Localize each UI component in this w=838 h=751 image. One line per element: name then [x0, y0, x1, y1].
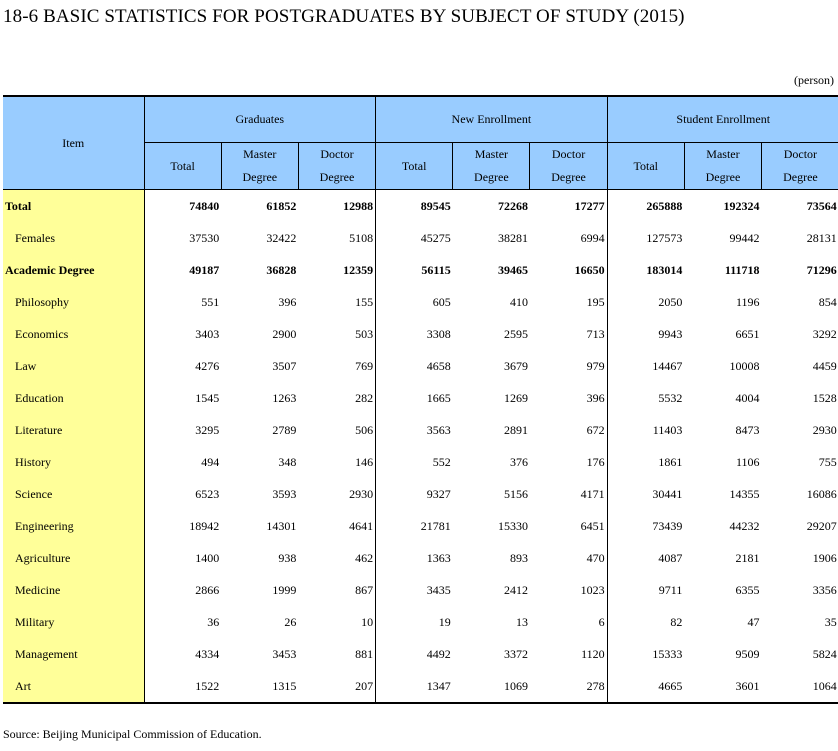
row-label: Literature [3, 414, 144, 446]
subheader-line: Master [243, 147, 277, 161]
table-cell: 61852 [266, 198, 297, 213]
group-header-student-enrollment: Student Enrollment [607, 96, 838, 143]
subheader-line: Master [474, 147, 509, 161]
table-cell: 56115 [421, 262, 451, 277]
table-cell: 1363 [426, 550, 451, 565]
table-cell: 73564 [806, 198, 837, 213]
subheader-doctor-degree [530, 143, 607, 190]
table-cell: 9509 [735, 646, 760, 661]
table-cell: 2930 [298, 478, 375, 510]
group-header-new-enrollment: New Enrollment [376, 96, 608, 143]
row-label: Law [3, 350, 144, 382]
table-cell: 2930 [812, 422, 837, 437]
table-cell: 3372 [503, 646, 528, 661]
table-cell: 13 [515, 614, 528, 629]
table-cell: 1263 [272, 390, 297, 405]
row-label: Management [3, 638, 144, 670]
subheader-line: Doctor [320, 147, 354, 161]
table-cell: 1069 [453, 670, 530, 703]
table-cell: 3593 [272, 486, 297, 501]
table-cell: 192324 [723, 198, 760, 213]
table-body [3, 190, 838, 704]
table-cell: 1999 [272, 582, 297, 597]
table-cell: 3435 [426, 582, 451, 597]
table-cell: 89545 [420, 198, 451, 213]
row-label: Engineering [3, 510, 144, 542]
table-cell: 2181 [735, 550, 760, 565]
table-row [3, 350, 838, 382]
table-cell: 881 [298, 638, 375, 670]
table-cell: 6355 [735, 582, 760, 597]
table-header [3, 96, 838, 190]
table-cell: 35 [824, 614, 837, 629]
table-cell: 1064 [762, 670, 838, 703]
table-cell: 4004 [735, 390, 760, 405]
table-cell: 16086 [806, 486, 837, 501]
table-cell: 4334 [195, 646, 220, 661]
table-cell: 4087 [658, 550, 683, 565]
table-cell: 10 [298, 606, 375, 638]
table-cell: 867 [298, 574, 375, 606]
table-cell: 71296 [806, 262, 837, 277]
table-cell: 1315 [221, 670, 298, 703]
row-label: Art [3, 670, 144, 703]
subheader-total [376, 143, 453, 190]
table-cell: 29207 [806, 518, 837, 533]
subheader-line: Total [633, 158, 659, 173]
table-cell: 4459 [812, 358, 837, 373]
subheader-line: Doctor [783, 147, 818, 161]
table-cell: 769 [298, 350, 375, 382]
table-cell: 2891 [503, 422, 528, 437]
table-cell: 1400 [195, 550, 220, 565]
row-label: Education [3, 382, 144, 414]
statistics-table [3, 95, 838, 704]
row-label: Philosophy [3, 286, 144, 318]
subheader-total [607, 143, 684, 190]
table-cell: 195 [530, 286, 607, 318]
table-cell: 26 [284, 614, 297, 629]
table-cell: 72268 [497, 198, 528, 213]
table-cell: 12359 [298, 254, 375, 286]
subheader-line: Total [401, 158, 427, 173]
table-cell: 755 [818, 454, 837, 469]
table-cell: 207 [298, 670, 375, 703]
column-header-item: Item [3, 96, 144, 190]
table-cell: 6 [530, 606, 607, 638]
table-cell: 12988 [298, 190, 375, 223]
table-cell: 38281 [497, 230, 528, 245]
row-label: Agriculture [3, 542, 144, 574]
table-cell: 605 [432, 294, 451, 309]
table-cell: 36 [207, 614, 220, 629]
row-label: Economics [3, 318, 144, 350]
table-cell: 376 [509, 454, 528, 469]
table-cell: 4276 [195, 358, 220, 373]
table-cell: 16650 [530, 254, 607, 286]
row-label: Total [3, 190, 144, 223]
table-cell: 74840 [189, 198, 220, 213]
table-cell: 18942 [189, 518, 220, 533]
table-cell: 6994 [530, 222, 607, 254]
table-cell: 506 [298, 414, 375, 446]
table-cell: 155 [298, 286, 375, 318]
table-row [3, 510, 838, 542]
table-cell: 854 [818, 294, 837, 309]
table-cell: 470 [530, 542, 607, 574]
table-cell: 45275 [420, 230, 451, 245]
table-cell: 111718 [724, 262, 760, 277]
table-cell: 10008 [729, 358, 760, 373]
row-label: Females [3, 222, 144, 254]
table-cell: 4171 [530, 478, 607, 510]
table-cell: 2789 [272, 422, 297, 437]
row-label: Science [3, 478, 144, 510]
table-cell: 11403 [652, 422, 683, 437]
table-cell: 3403 [195, 326, 220, 341]
table-cell: 19 [438, 614, 451, 629]
table-cell: 146 [298, 446, 375, 478]
table-cell: 44232 [729, 518, 760, 533]
table-cell: 176 [530, 446, 607, 478]
table-cell: 4492 [426, 646, 451, 661]
table-cell: 14467 [652, 358, 683, 373]
table-cell: 14355 [729, 486, 760, 501]
table-cell: 8473 [735, 422, 760, 437]
subheader-line: Master [706, 147, 740, 161]
table-cell: 3356 [812, 582, 837, 597]
table-cell: 1522 [144, 670, 221, 703]
table-cell: 713 [530, 318, 607, 350]
table-cell: 552 [432, 454, 451, 469]
table-row [3, 478, 838, 510]
subheader-line: Degree [319, 170, 355, 184]
statistics-table-container [3, 95, 835, 704]
table-cell: 4665 [607, 670, 684, 703]
table-row [3, 254, 838, 286]
table-cell: 37530 [189, 230, 220, 245]
table-cell: 21781 [420, 518, 451, 533]
table-cell: 1665 [426, 390, 451, 405]
table-cell: 282 [298, 382, 375, 414]
table-cell: 1106 [735, 454, 760, 469]
table-row [3, 670, 838, 703]
table-cell: 1269 [503, 390, 528, 405]
table-row [3, 446, 838, 478]
table-cell: 2050 [658, 294, 683, 309]
subheader-master-degree [453, 143, 530, 190]
table-row [3, 222, 838, 254]
table-cell: 6651 [735, 326, 760, 341]
table-cell: 36828 [266, 262, 297, 277]
page-title: 18-6 BASIC STATISTICS FOR POSTGRADUATES BY SUBJECT OF STUDY (2015) [3, 6, 685, 27]
table-cell: 47 [747, 614, 760, 629]
table-cell: 396 [530, 382, 607, 414]
table-row [3, 542, 838, 574]
table-cell: 3679 [503, 358, 528, 373]
table-cell: 1120 [530, 638, 607, 670]
table-cell: 503 [298, 318, 375, 350]
table-cell: 2866 [195, 582, 220, 597]
table-row [3, 574, 838, 606]
table-cell: 4641 [298, 510, 375, 542]
table-cell: 15333 [652, 646, 683, 661]
table-cell: 6451 [530, 510, 607, 542]
table-cell: 1196 [735, 294, 760, 309]
table-cell: 5824 [812, 646, 837, 661]
table-cell: 348 [278, 454, 297, 469]
table-cell: 5156 [503, 486, 528, 501]
table-cell: 9711 [658, 582, 683, 597]
table-cell: 672 [530, 414, 607, 446]
table-cell: 1861 [658, 454, 683, 469]
row-label: Medicine [3, 574, 144, 606]
group-header-graduates: Graduates [144, 96, 376, 143]
subheader-line: Total [170, 158, 195, 173]
table-cell: 3507 [272, 358, 297, 373]
subheader-line: Doctor [551, 147, 586, 161]
table-cell: 6523 [195, 486, 220, 501]
table-cell: 2412 [503, 582, 528, 597]
table-cell: 410 [509, 294, 528, 309]
table-cell: 1906 [812, 550, 837, 565]
table-cell: 4658 [426, 358, 451, 373]
table-cell: 30441 [652, 486, 683, 501]
table-cell: 15330 [497, 518, 528, 533]
table-cell: 9327 [426, 486, 451, 501]
table-row [3, 414, 838, 446]
table-cell: 938 [278, 550, 297, 565]
table-cell: 183014 [646, 262, 683, 277]
table-cell: 1023 [530, 574, 607, 606]
subheader-total [144, 143, 221, 190]
subheader-line: Degree [242, 170, 278, 184]
subheader-master-degree [684, 143, 761, 190]
source-note: Source: Beijing Municipal Commission of Education. [3, 727, 262, 741]
table-cell: 462 [298, 542, 375, 574]
table-cell: 3453 [272, 646, 297, 661]
table-cell: 49187 [189, 262, 220, 277]
table-cell: 3563 [426, 422, 451, 437]
table-cell: 1545 [195, 390, 220, 405]
table-row [3, 382, 838, 414]
subheader-line: Degree [551, 170, 586, 184]
subheader-doctor-degree [762, 143, 838, 190]
table-cell: 32422 [266, 230, 297, 245]
table-cell: 3292 [812, 326, 837, 341]
table-row [3, 190, 838, 223]
table-cell: 2900 [272, 326, 297, 341]
table-row [3, 606, 838, 638]
table-cell: 265888 [646, 198, 683, 213]
table-cell: 278 [530, 670, 607, 703]
table-cell: 9943 [658, 326, 683, 341]
table-cell: 494 [201, 454, 220, 469]
row-label: Military [3, 606, 144, 638]
row-label: History [3, 446, 144, 478]
table-cell: 2595 [503, 326, 528, 341]
table-row [3, 286, 838, 318]
table-cell: 979 [530, 350, 607, 382]
table-cell: 5532 [658, 390, 683, 405]
table-cell: 3601 [684, 670, 761, 703]
subheader-line: Degree [783, 170, 818, 184]
table-cell: 3308 [426, 326, 451, 341]
table-cell: 17277 [530, 190, 607, 223]
table-cell: 14301 [266, 518, 297, 533]
subheader-line: Degree [705, 170, 741, 184]
table-cell: 99442 [729, 230, 760, 245]
table-cell: 1347 [376, 670, 453, 703]
table-cell: 893 [509, 550, 528, 565]
table-cell: 5108 [298, 222, 375, 254]
table-cell: 39465 [497, 262, 528, 277]
subheader-doctor-degree [298, 143, 375, 190]
table-cell: 551 [201, 294, 220, 309]
table-cell: 127573 [646, 230, 683, 245]
subheader-line: Degree [474, 170, 509, 184]
table-row [3, 638, 838, 670]
row-label: Academic Degree [3, 254, 144, 286]
table-cell: 396 [278, 294, 297, 309]
table-cell: 28131 [806, 230, 837, 245]
table-cell: 3295 [195, 422, 220, 437]
table-cell: 73439 [652, 518, 683, 533]
table-row [3, 318, 838, 350]
table-cell: 82 [670, 614, 683, 629]
table-cell: 1528 [812, 390, 837, 405]
subheader-master-degree [221, 143, 298, 190]
unit-label: (person) [794, 73, 834, 87]
